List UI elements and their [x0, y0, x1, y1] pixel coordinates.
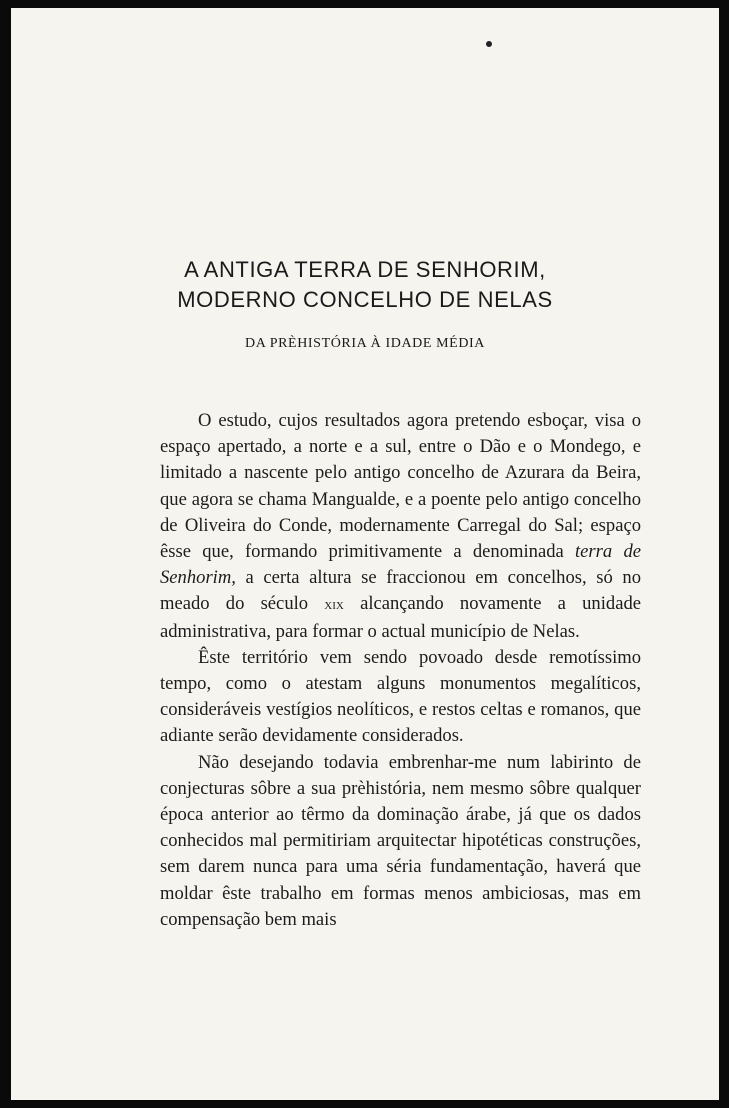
title-line-1: A ANTIGA TERRA DE SENHORIM,: [184, 257, 546, 282]
document-page: [11, 8, 719, 1100]
page-subtitle: DA PRÈHISTÓRIA À IDADE MÉDIA: [244, 336, 486, 351]
paragraph-1-roman-numeral: xix: [324, 597, 344, 614]
paragraph-3: Não desejando todavia embrenhar-me num labirinto de conjecturas sôbre a sua prèhistória, nem mesmo sôbre qualquer época anterior ao têrmo da dominação árabe, já que os dados conhecidos mal permitiriam arquitectar hipotéticas construções, sem darem nunca para uma séria fundamentação, haverá que moldar êste trabalho em formas menos ambiciosas, mas em compensação bem mais: [160, 751, 641, 930]
page-title: [11, 255, 719, 315]
paragraph-1-part-b: a certa altura se fraccionou em concelhos, só no meado do século: [160, 567, 641, 615]
paragraph-1-italic: terra de Senhorim,: [160, 541, 641, 589]
body-text: [160, 408, 641, 933]
paragraph-1-part-a: O estudo, cujos resultados agora pretendo esboçar, visa o espaço apertado, a norte e a sul, entre o Dão e o Mondego, e limitado a nascente pelo antigo concelho de Azurara da Beira, que agora se chama Mangualde, e a poente pelo antigo concelho de Oliveira do Conde, modernamente Carregal do Sal; espaço êsse que, formando primitivamente a denominada: [160, 410, 641, 563]
ink-speck: [486, 41, 492, 47]
paragraph-1: [160, 408, 641, 645]
paragraph-2: Êste território vem sendo povoado desde remotíssimo tempo, como o atestam alguns monumentos megalíticos, consideráveis vestígios neolíticos, e restos celtas e romanos, que adiante serão devidamente considerados.: [160, 646, 641, 747]
title-line-2: MODERNO CONCELHO DE NELAS: [177, 287, 553, 312]
paragraph-1-part-c: alcançando novamente a unidade administrativa, para formar o actual município de Nelas.: [160, 593, 641, 642]
